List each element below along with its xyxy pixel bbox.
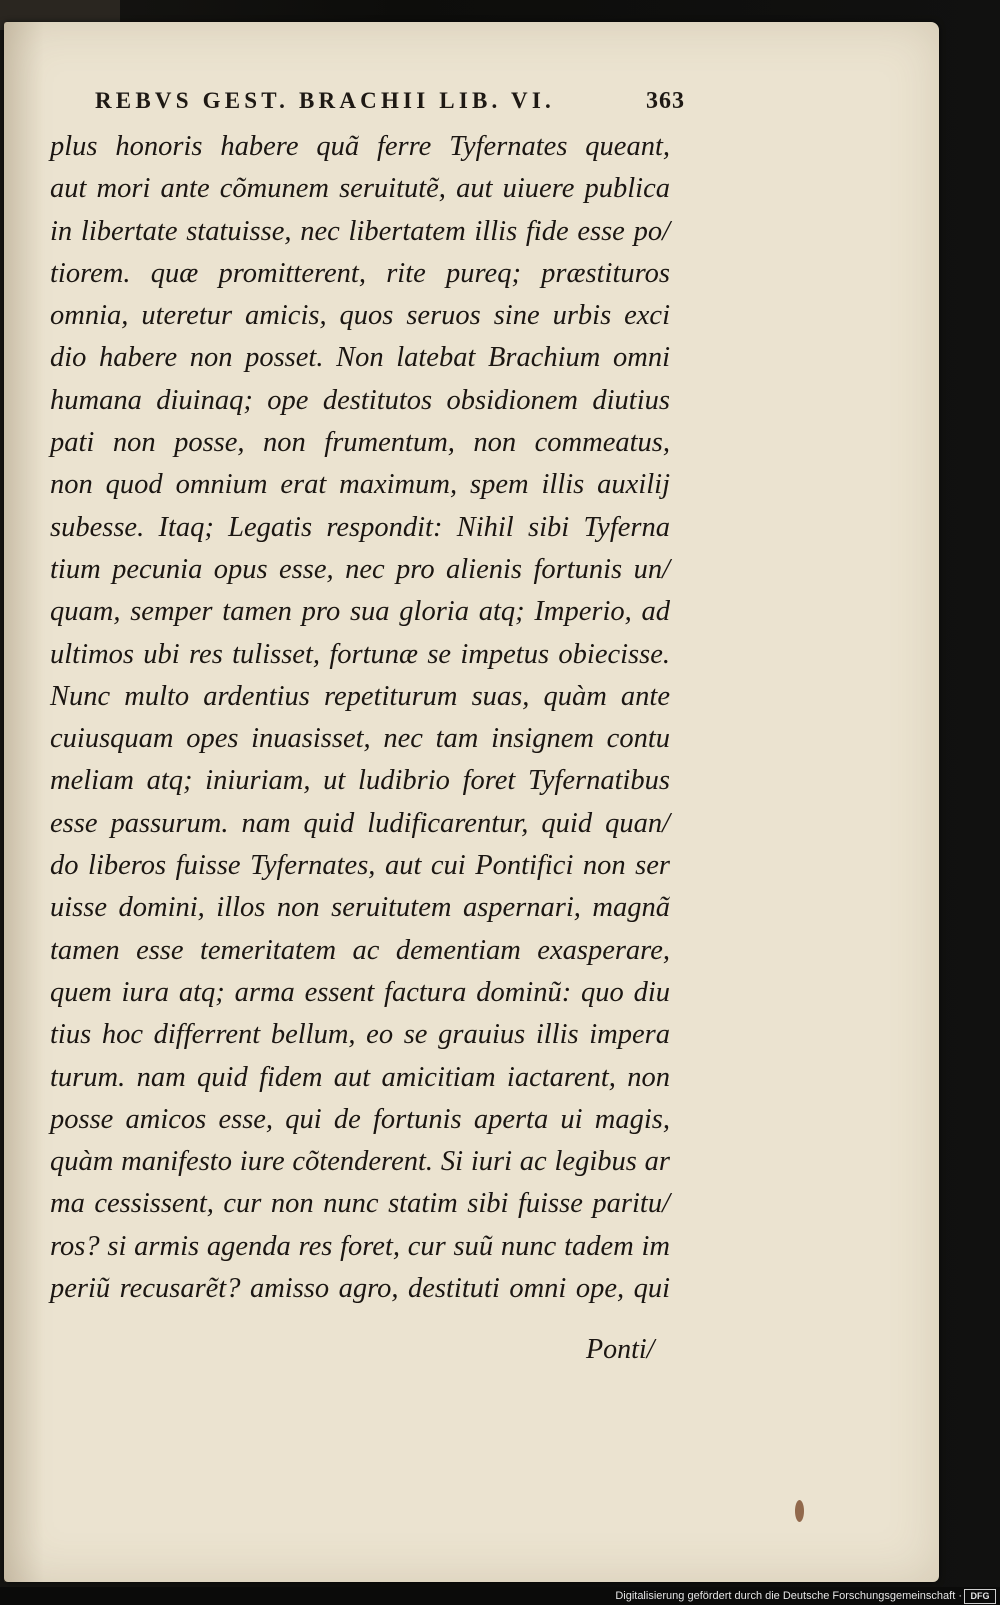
text-line: tamen esse temeritatem ac dementiam exasperare, [50, 934, 670, 966]
text-line: tius hoc differrent bellum, eo se grauius illis impera [50, 1019, 670, 1051]
text-line: quam, semper tamen pro sua gloria atq; Imperio, ad [50, 596, 670, 628]
text-line: do liberos fuisse Tyfernates, aut cui Pontifici non ser [50, 850, 670, 882]
text-line: quàm manifesto iure cõtenderent. Si iuri ac legibus ar [50, 1146, 670, 1178]
text-line: subesse. Itaq; Legatis respondit: Nihil sibi Tyferna [50, 511, 670, 543]
text-line: quem iura atq; arma essent factura dominũ: quo diu [50, 976, 670, 1008]
text-line: periũ recusarẽt? amisso agro, destituti omni ope, qui [50, 1273, 670, 1305]
text-line: ma cessissent, cur non nunc statim sibi fuisse paritu/ [50, 1188, 670, 1220]
catchword: Ponti/ [586, 1334, 655, 1365]
text-line: aut mori ante cõmunem seruitutẽ, aut uiuere publica [50, 173, 670, 205]
text-line: cuiusquam opes inuasisset, nec tam insignem contu [50, 723, 670, 755]
text-line: esse passurum. nam quid ludificarentur, quid quan/ [50, 807, 670, 839]
funding-credit: Digitalisierung gefördert durch die Deutsche Forschungsgemeinschaft · [615, 1590, 962, 1602]
running-head-title: REBVS GEST. BRACHII LIB. VI. [95, 88, 555, 113]
text-line: tiorem. quæ promitterent, rite pureq; præstituros [50, 257, 670, 289]
text-line: non quod omnium erat maximum, spem illis auxilij [50, 469, 670, 501]
text-line: humana diuinaq; ope destitutos obsidionem diutius [50, 384, 670, 416]
text-line: dio habere non posset. Non latebat Brachium omni [50, 342, 670, 374]
text-line: meliam atq; iniuriam, ut ludibrio foret Tyfernatibus [50, 765, 670, 797]
text-line: in libertate statuisse, nec libertatem illis fide esse po/ [50, 215, 670, 247]
paper-stain [795, 1500, 804, 1522]
text-line: Nunc multo ardentius repetiturum suas, quàm ante [50, 680, 670, 712]
running-head [95, 88, 685, 115]
page-number: 363 [646, 88, 685, 114]
text-line: uisse domini, illos non seruitutem aspernari, magnã [50, 892, 670, 924]
body-text [50, 126, 670, 1310]
text-line: ros? si armis agenda res foret, cur suũ nunc tadem im [50, 1230, 670, 1262]
text-line: omnia, uteretur amicis, quos seruos sine urbis exci [50, 300, 670, 332]
text-line: ultimos ubi res tulisset, fortunæ se impetus obiecisse. [50, 638, 670, 670]
dfg-logo: DFG [964, 1589, 996, 1604]
text-line: turum. nam quid fidem aut amicitiam iactarent, non [50, 1061, 670, 1093]
text-line: tium pecunia opus esse, nec pro alienis fortunis un/ [50, 553, 670, 585]
text-line: pati non posse, non frumentum, non commeatus, [50, 427, 670, 459]
text-line: posse amicos esse, qui de fortunis aperta ui magis, [50, 1103, 670, 1135]
text-line: plus honoris habere quã ferre Tyfernates queant, [50, 131, 670, 162]
